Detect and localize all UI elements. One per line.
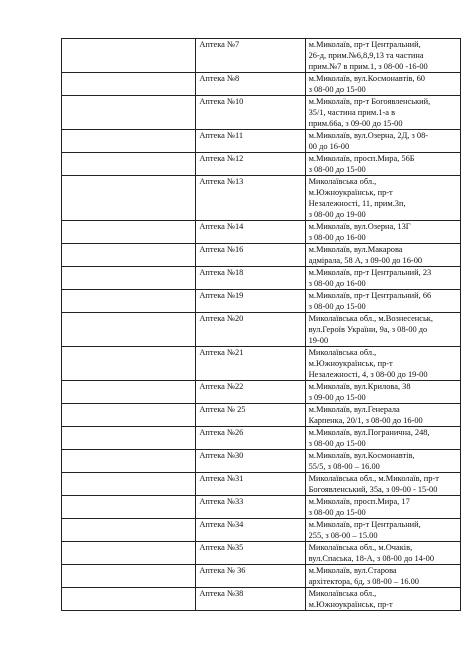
- pharmacy-address: [305, 73, 460, 96]
- empty-cell: [62, 176, 196, 221]
- empty-cell: [62, 39, 196, 73]
- empty-cell: [62, 565, 196, 588]
- address-line: Миколаївська обл.,: [308, 177, 377, 186]
- address-line: м.Миколаїв, пр-т Центральний,: [308, 520, 421, 529]
- table-row: [62, 39, 461, 73]
- address-line: 26-д, прим.№6,8,9,13 та частина: [308, 51, 424, 60]
- empty-cell: [62, 153, 196, 176]
- address-line: м.Миколаїв, пр-т Богоявленський,: [308, 97, 431, 106]
- empty-cell: [62, 519, 196, 542]
- address-line: вул.Спаська, 18-А, з 08-00 до 14-00: [308, 554, 435, 563]
- empty-cell: [62, 427, 196, 450]
- empty-cell: [62, 473, 196, 496]
- address-line: м.Миколаїв, пр-т Центральний, 66: [308, 291, 432, 300]
- pharmacy-name: Аптека №38: [196, 588, 305, 611]
- pharmacy-address: [305, 427, 460, 450]
- empty-cell: [62, 542, 196, 565]
- empty-cell: [62, 244, 196, 267]
- empty-cell: [62, 221, 196, 244]
- table-row: [62, 176, 461, 221]
- pharmacy-name: Аптека №19: [196, 290, 305, 313]
- pharmacy-address: [305, 290, 460, 313]
- table-row: [62, 290, 461, 313]
- address-line: м.Миколаїв, вул.Космонавтів,: [308, 451, 415, 460]
- address-line: м.Миколаїв, вул.Озерна, 2Д, з 08-: [308, 131, 429, 140]
- pharmacy-address: [305, 542, 460, 565]
- pharmacy-name: Аптека № 25: [196, 404, 305, 427]
- table-row: [62, 519, 461, 542]
- pharmacy-table: [61, 38, 461, 611]
- pharmacy-name: Аптека №35: [196, 542, 305, 565]
- address-line: Миколаївська обл., м.Вознесенськ,: [308, 314, 433, 323]
- empty-cell: [62, 313, 196, 347]
- pharmacy-name: Аптека №7: [196, 39, 305, 73]
- address-line: з 08-00 до 15-00: [308, 165, 366, 174]
- pharmacy-name: Аптека №26: [196, 427, 305, 450]
- address-line: Незалежності, 11, прим.3п,: [308, 199, 406, 208]
- address-line: архітектора, 6д, з 08-00 – 16.00: [308, 577, 419, 586]
- address-line: адмірала, 58 А, з 09-00 до 16-00: [308, 256, 423, 265]
- address-line: м.Миколаїв, пр-т Центральний,: [308, 40, 421, 49]
- pharmacy-address: [305, 588, 460, 611]
- table-row: [62, 244, 461, 267]
- address-line: вул.Героїв України, 9а, з 08-00 до: [308, 325, 428, 334]
- address-line: з 08-00 до 16-00: [308, 279, 366, 288]
- table-row: [62, 381, 461, 404]
- pharmacy-name: Аптека №14: [196, 221, 305, 244]
- table-row: [62, 221, 461, 244]
- pharmacy-address: [305, 313, 460, 347]
- pharmacy-name: Аптека №11: [196, 130, 305, 153]
- pharmacy-address: [305, 221, 460, 244]
- empty-cell: [62, 130, 196, 153]
- address-line: Миколаївська обл.,: [308, 589, 377, 598]
- empty-cell: [62, 96, 196, 130]
- address-line: м.Миколаїв, вул.Крилова, 38: [308, 382, 411, 391]
- table-row: [62, 542, 461, 565]
- pharmacy-address: [305, 450, 460, 473]
- pharmacy-address: [305, 381, 460, 404]
- address-line: м.Миколаїв, вул.Макарова: [308, 245, 403, 254]
- address-line: з 08-00 до 15-00: [308, 302, 366, 311]
- address-line: 35/1, частина прим.1-а в: [308, 108, 396, 117]
- address-line: прим.66а, з 09-00 до 15-00: [308, 119, 403, 128]
- address-line: прим.№7 в прим.1, з 08-00 -16-00: [308, 62, 428, 71]
- pharmacy-address: [305, 153, 460, 176]
- address-line: м.Миколаїв, пр-т Центральний, 23: [308, 268, 432, 277]
- table-row: [62, 73, 461, 96]
- pharmacy-address: [305, 519, 460, 542]
- address-line: м.Миколаїв, просп.Мира, 56Б: [308, 154, 415, 163]
- address-line: 55/5, з 08-00 – 16.00: [308, 462, 380, 471]
- pharmacy-address: [305, 473, 460, 496]
- pharmacy-address: [305, 496, 460, 519]
- address-line: Миколаївська обл., м.Очаків,: [308, 543, 413, 552]
- address-line: Богоявленський, 35а, з 09-00 - 15-00: [308, 485, 438, 494]
- table-row: [62, 130, 461, 153]
- address-line: з 09-00 до 15-00: [308, 393, 366, 402]
- pharmacy-address: [305, 347, 460, 381]
- address-line: Миколаївська обл., м.Миколаїв, пр-т: [308, 474, 439, 483]
- address-line: Миколаївська обл.,: [308, 348, 377, 357]
- table-row: [62, 267, 461, 290]
- table-row: [62, 347, 461, 381]
- address-line: м.Миколаїв, вул.Старова: [308, 566, 397, 575]
- table-row: [62, 96, 461, 130]
- empty-cell: [62, 381, 196, 404]
- address-line: 19-00: [308, 336, 329, 345]
- empty-cell: [62, 267, 196, 290]
- address-line: м.Миколаїв, просп.Мира, 17: [308, 497, 410, 506]
- pharmacy-name: Аптека № 36: [196, 565, 305, 588]
- empty-cell: [62, 347, 196, 381]
- pharmacy-name: Аптека №18: [196, 267, 305, 290]
- table-row: [62, 450, 461, 473]
- pharmacy-address: [305, 404, 460, 427]
- pharmacy-name: Аптека №12: [196, 153, 305, 176]
- pharmacy-name: Аптека №8: [196, 73, 305, 96]
- address-line: м.Миколаїв, вул.Погранична, 248,: [308, 428, 430, 437]
- table-row: [62, 496, 461, 519]
- pharmacy-address: [305, 96, 460, 130]
- empty-cell: [62, 290, 196, 313]
- empty-cell: [62, 404, 196, 427]
- pharmacy-name: Аптека №21: [196, 347, 305, 381]
- table-row: [62, 473, 461, 496]
- empty-cell: [62, 496, 196, 519]
- empty-cell: [62, 588, 196, 611]
- address-line: м.Миколаїв, вул.Генерала: [308, 405, 400, 414]
- empty-cell: [62, 73, 196, 96]
- address-line: Карпенка, 20/1, з 08-00 до 16-00: [308, 416, 423, 425]
- empty-cell: [62, 450, 196, 473]
- address-line: Незалежності, 4, з 08-00 до 19-00: [308, 370, 428, 379]
- pharmacy-address: [305, 130, 460, 153]
- address-line: м.Миколаїв, вул.Озерна, 13Г: [308, 222, 411, 231]
- address-line: 255, з 08-00 – 15.00: [308, 531, 378, 540]
- pharmacy-name: Аптека №10: [196, 96, 305, 130]
- pharmacy-address: [305, 565, 460, 588]
- pharmacy-name: Аптека №16: [196, 244, 305, 267]
- pharmacy-address: [305, 267, 460, 290]
- pharmacy-name: Аптека №22: [196, 381, 305, 404]
- address-line: м.Южноукраїнськ, пр-т: [308, 600, 393, 609]
- table-row: [62, 313, 461, 347]
- address-line: м.Миколаїв, вул.Космонавтів, 60: [308, 74, 425, 83]
- pharmacy-name: Аптека №33: [196, 496, 305, 519]
- address-line: м.Южноукраїнськ, пр-т: [308, 359, 393, 368]
- address-line: з 08-00 до 15-00: [308, 439, 366, 448]
- address-line: з 08-00 до 15-00: [308, 85, 366, 94]
- address-line: з 08-00 до 15-00: [308, 508, 366, 517]
- table-row: [62, 153, 461, 176]
- pharmacy-name: Аптека №34: [196, 519, 305, 542]
- pharmacy-name: Аптека №30: [196, 450, 305, 473]
- table-row: [62, 565, 461, 588]
- table-row: [62, 427, 461, 450]
- address-line: м.Южноукраїнськ, пр-т: [308, 188, 393, 197]
- pharmacy-name: Аптека №31: [196, 473, 305, 496]
- pharmacy-address: [305, 176, 460, 221]
- pharmacy-address: [305, 244, 460, 267]
- table-row: [62, 588, 461, 611]
- address-line: 00 до 16-00: [308, 142, 350, 151]
- pharmacy-name: Аптека №13: [196, 176, 305, 221]
- pharmacy-address: [305, 39, 460, 73]
- address-line: з 08-00 до 16-00: [308, 233, 366, 242]
- pharmacy-name: Аптека №20: [196, 313, 305, 347]
- table-row: [62, 404, 461, 427]
- address-line: з 08-00 до 19-00: [308, 210, 366, 219]
